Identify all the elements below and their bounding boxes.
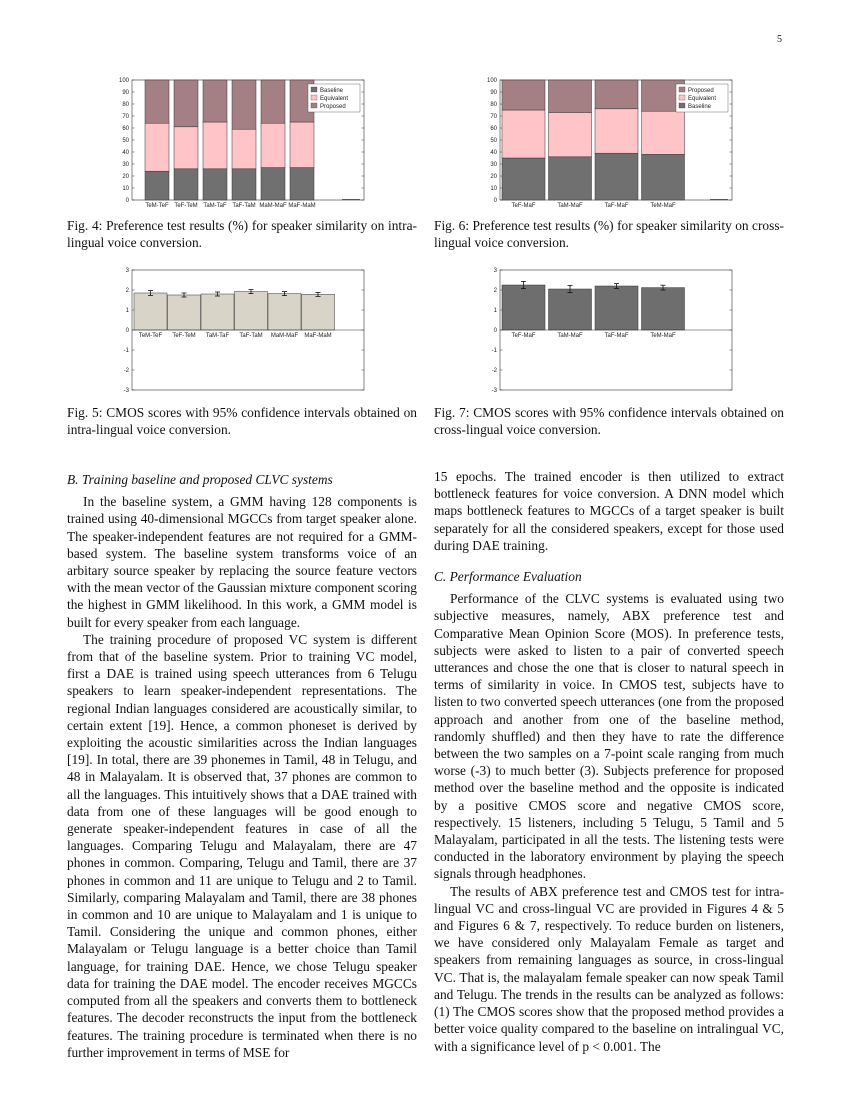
- page-number: 5: [777, 34, 782, 45]
- bar-segment-equivalent: [642, 111, 685, 154]
- bar: [642, 288, 685, 330]
- y-tick-label: 40: [122, 150, 129, 156]
- legend-swatch: [679, 103, 685, 108]
- x-tick-label: TeF-MaF: [511, 203, 536, 209]
- bar: [502, 285, 545, 330]
- figure-4-chart: [112, 72, 372, 212]
- bar-segment-baseline: [502, 158, 545, 200]
- y-tick-label: 70: [122, 114, 129, 120]
- bar-segment-equivalent: [145, 123, 169, 171]
- right-column-paragraph-1: 15 epochs. The trained encoder is then utilized to extract bottleneck features for voice conversion. A DNN model which maps bottleneck features to MGCCs of a target speaker is built separately for all the considered speakers, except for those used during DAE training.: [434, 469, 784, 553]
- bar-segment-equivalent: [595, 109, 638, 153]
- y-tick-label: 60: [122, 126, 129, 132]
- x-tick-label: TaF-TaM: [232, 203, 256, 209]
- bar-segment-equivalent: [203, 122, 227, 169]
- y-tick-label: 10: [490, 186, 497, 192]
- section-b-paragraph-2: The training procedure of proposed VC system is different from that of the baseline system. Prior to training VC model, first a DAE is trained using speech utterances from 6 Telugu speakers to learn speaker-independent representations. The regional Indian languages considered are acoustically similar, to certain extent [19]. Hence, a common phoneset is derived by exploiting the acoustic similarities across the Indian languages [19]. In total, there are 39 phonemes in Tamil, 48 in Telugu, and 48 in Malayalam. It is observed that, 37 phones are common to all the languages. This intuitively shows that a DAE trained with data from one of these languages will be good enough to generate speaker-independent features in case of all the languages. Comparing Telugu and Malayalam, there are 47 phones in common. Comparing, Telugu and Tamil, there are 37 phones in common and 11 are unique to Telugu and 2 to Tamil. Similarly, comparing Malayalam and Tamil, there are 38 phones in common and 10 are unique to Malayalam and 1 is unique to Tamil. Considering the unique and common phones, either Malayalam or Telugu language is a better choice than Tamil language, for training DAE. Hence, we chose Telugu speaker data for training the DAE model. The encoder receives MGCCs computed from all the speakers and converts them to bottleneck features. The decoder reconstructs the input from the bottleneck features. The training procedure is terminated when there is no further improvement in terms of MSE for: [67, 631, 417, 1060]
- bar-segment-proposed: [549, 80, 592, 112]
- y-tick-label: 0: [493, 198, 497, 204]
- bar-segment-equivalent: [261, 123, 285, 167]
- y-tick-label: 3: [125, 268, 129, 274]
- bar-segment-baseline: [145, 171, 169, 200]
- y-tick-label: -1: [123, 348, 129, 354]
- x-tick-label: TeM-MaF: [650, 333, 676, 339]
- legend-swatch: [311, 87, 317, 92]
- bar-segment-baseline: [595, 153, 638, 200]
- y-tick-label: -2: [123, 368, 129, 374]
- bar-segment-proposed: [261, 80, 285, 123]
- y-tick-label: 3: [493, 268, 497, 274]
- legend-swatch: [311, 95, 317, 100]
- figure-4: [112, 72, 372, 212]
- figure-5-chart: [112, 262, 372, 402]
- section-b-paragraph-1: In the baseline system, a GMM having 128 components is trained using 40-dimensional MGCCs from target speaker alone. The speaker-independent features are not required for a GMM-based system. The baseline system transforms voice of an arbitary source speaker by replacing the source feature vectors with the mean vector of the Gaussian mixture component scoring the highest in GMM likelihood. In this work, a GMM model is built for every speaker from each language.: [67, 494, 417, 630]
- y-tick-label: -3: [123, 388, 129, 394]
- y-tick-label: 90: [122, 90, 129, 96]
- legend-swatch: [311, 103, 317, 108]
- x-tick-label: TeM-MaF: [650, 203, 676, 209]
- x-tick-label: TeF-TeM: [172, 333, 196, 339]
- y-tick-label: 50: [490, 138, 497, 144]
- right-column: [434, 468, 784, 1055]
- x-tick-label: MaM-MaF: [259, 203, 287, 209]
- bar-segment-proposed: [595, 80, 638, 109]
- bar: [235, 292, 268, 330]
- y-tick-label: 100: [486, 78, 497, 84]
- y-tick-label: 1: [125, 308, 129, 314]
- bar-segment-proposed: [502, 80, 545, 110]
- y-tick-label: -1: [491, 348, 497, 354]
- bar-segment-equivalent: [232, 129, 256, 169]
- section-b-heading: B. Training baseline and proposed CLVC systems: [67, 472, 333, 487]
- y-tick-label: 40: [490, 150, 497, 156]
- bar-segment-baseline: [174, 169, 198, 200]
- x-tick-label: MaM-MaF: [270, 333, 299, 339]
- legend-label: Proposed: [688, 88, 714, 94]
- x-tick-label: TeM-TeF: [145, 203, 169, 209]
- bar-segment-equivalent: [290, 122, 314, 168]
- legend-label: Baseline: [688, 104, 712, 110]
- x-tick-label: TaM-TaF: [205, 333, 230, 339]
- y-tick-label: -2: [491, 368, 497, 374]
- legend-swatch: [679, 95, 685, 100]
- y-tick-label: 60: [490, 126, 497, 132]
- y-tick-label: 70: [490, 114, 497, 120]
- y-tick-label: 20: [490, 174, 497, 180]
- section-c-heading: C. Performance Evaluation: [434, 569, 582, 585]
- bar: [168, 295, 201, 330]
- y-tick-label: 0: [493, 328, 497, 334]
- x-tick-label: TeF-MaF: [511, 333, 536, 339]
- bar-segment-proposed: [232, 80, 256, 129]
- y-tick-label: 30: [490, 162, 497, 168]
- bar-segment-baseline: [203, 169, 227, 200]
- section-c-paragraph-1: Performance of the CLVC systems is evaluated using two subjective measures, namely, ABX preference test and Comparative Mean Opinion Score (MOS). In preference tests, subjects were asked to listen to a pair of converted speech utterances and chose the one that is closer to natural speech in terms of similarity in voice. In CMOS test, subjects have to listen to two converted speech utterances (one from the proposed approach and another from one of the baseline method, randomly shuffled) and then they have to rate the difference between the two samples on a 7-point scale ranging from much worse (-3) to much better (3). Subjects preference for proposed method over the baseline method and the opposite is indicated by a positive CMOS score and negative CMOS score, respectively. 15 listeners, including 5 Telugu, 5 Tamil and 5 Malayalam, participated in all the tests. The listening tests were conducted in the laboratory environment by playing the speech signals through headphones.: [434, 591, 784, 882]
- figure-5: [112, 262, 372, 402]
- bar-segment-baseline: [549, 157, 592, 200]
- section-c-paragraph-2: The results of ABX preference test and CMOS test for intra-lingual VC and cross-lingual VC are provided in Figures 4 & 5 and Figures 6 & 7, respectively. To reduce burden on listeners, we have considered only Malayalam Female as target and speakers from remaining languages as source, in cross-lingual VC. That is, the malayalam female speaker can now speak Tamil and Telugu. The trends in the results can be analyzed as follows: (1) The CMOS scores show that the proposed method provides a better voice quality compared to the baseline on intralingual VC, with a significance level of p < 0.001. The: [434, 883, 784, 1054]
- y-tick-label: 80: [490, 102, 497, 108]
- x-tick-label: MaF-MaM: [304, 333, 332, 339]
- figure-6: [480, 72, 740, 212]
- figure-7: [480, 262, 740, 402]
- y-tick-label: 20: [122, 174, 129, 180]
- y-tick-label: 2: [493, 288, 497, 294]
- bar-segment-equivalent: [549, 112, 592, 156]
- y-tick-label: 1: [493, 308, 497, 314]
- bar-segment-baseline: [232, 169, 256, 200]
- figure-4-caption: Fig. 4: Preference test results (%) for speaker similarity on intra-lingual voice conversion.: [67, 218, 417, 250]
- y-tick-label: 10: [122, 186, 129, 192]
- y-tick-label: 100: [118, 78, 129, 84]
- y-tick-label: 50: [122, 138, 129, 144]
- x-tick-label: MaF-MaM: [288, 203, 316, 209]
- figure-6-caption: Fig. 6: Preference test results (%) for speaker similarity on cross-lingual voice conversion.: [434, 218, 784, 250]
- bar-segment-equivalent: [502, 110, 545, 158]
- y-tick-label: 30: [122, 162, 129, 168]
- legend-swatch: [679, 87, 685, 92]
- x-tick-label: TaM-MaF: [557, 203, 583, 209]
- bar: [549, 289, 592, 330]
- y-tick-label: 90: [490, 90, 497, 96]
- figure-6-chart: [480, 72, 740, 212]
- bar: [268, 294, 301, 330]
- legend-label: Proposed: [320, 104, 346, 110]
- legend-label: Equivalent: [320, 96, 349, 102]
- figure-7-chart: [480, 262, 740, 402]
- x-tick-label: TaM-TaF: [203, 203, 227, 209]
- bar: [302, 294, 335, 330]
- bar: [595, 286, 638, 330]
- y-tick-label: 2: [125, 288, 129, 294]
- x-tick-label: TaF-MaF: [604, 203, 629, 209]
- x-tick-label: TaF-MaF: [604, 333, 629, 339]
- bar-segment-proposed: [203, 80, 227, 122]
- figure-7-caption: Fig. 7: CMOS scores with 95% confidence intervals obtained on cross-lingual voice conversion.: [434, 405, 784, 437]
- bar-segment-proposed: [174, 80, 198, 127]
- figure-5-caption: Fig. 5: CMOS scores with 95% confidence intervals obtained on intra-lingual voice conversion.: [67, 405, 417, 437]
- bar-segment-baseline: [261, 168, 285, 200]
- y-tick-label: 80: [122, 102, 129, 108]
- legend-label: Equivalent: [688, 96, 717, 102]
- bar-segment-proposed: [145, 80, 169, 123]
- legend-label: Baseline: [320, 88, 344, 94]
- x-tick-label: TaF-TaM: [239, 333, 263, 339]
- bar-segment-equivalent: [174, 127, 198, 169]
- bar-segment-baseline: [290, 168, 314, 200]
- bar: [201, 294, 234, 330]
- bar-segment-baseline: [642, 154, 685, 200]
- left-column: [67, 471, 417, 1061]
- x-tick-label: TeF-TeM: [174, 203, 198, 209]
- y-tick-label: 0: [125, 328, 129, 334]
- bar: [134, 293, 167, 330]
- y-tick-label: -3: [491, 388, 497, 394]
- y-tick-label: 0: [125, 198, 129, 204]
- x-tick-label: TeM-TeF: [138, 333, 163, 339]
- x-tick-label: TaM-MaF: [557, 333, 583, 339]
